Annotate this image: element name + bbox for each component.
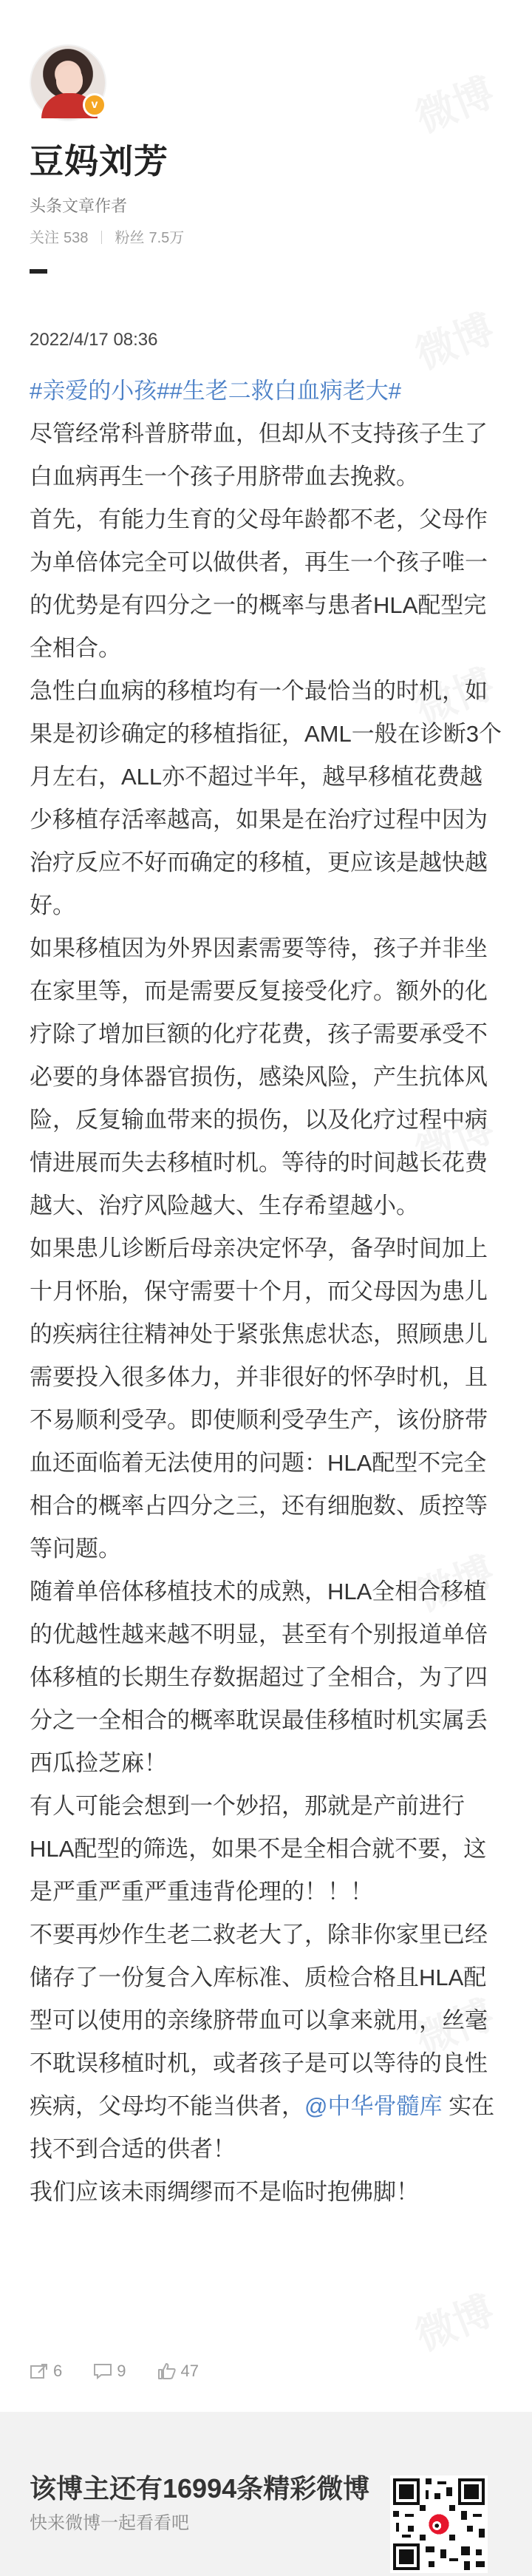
avatar[interactable] (30, 44, 106, 121)
following-label: 关注 (30, 230, 59, 246)
like-count: 47 (180, 2362, 199, 2380)
mention-link[interactable]: @中华骨髓库 (304, 2093, 443, 2119)
paragraph: 有人可能会想到一个妙招，那就是产前进行HLA配型的筛选，如果不是全相合就不要，这是严重严重严重违背伦理的！！！ (30, 1793, 487, 1905)
paragraph-text: 实在找不到合适的供者！ (30, 2093, 495, 2162)
like-button[interactable] (157, 2362, 199, 2381)
post-actions (30, 2359, 230, 2384)
avatar-face (56, 65, 83, 95)
paragraph: 如果移植因为外界因素需要等待，孩子并非坐在家里等，而是需要反复接受化疗。额外的化疗除了增加巨额的化疗花费，孩子需要承受不必要的身体器官损伤，感染风险，产生抗体风险，反复输血带来的损伤，以及化疗过程中病情进展而失去移植时机。等待的时间越长花费越大、治疗风险越大、生存希望越小。 (30, 935, 488, 1218)
app-promo-banner[interactable] (0, 2412, 532, 2576)
following-count: 538 (64, 230, 89, 246)
author-role: 头条文章作者 (30, 197, 128, 215)
comment-count: 9 (117, 2362, 126, 2380)
comment-button[interactable] (93, 2362, 126, 2381)
post-date: 2022/4/17 08:36 (30, 330, 158, 350)
paragraph: 如果患儿诊断后母亲决定怀孕，备孕时间加上十月怀胎，保守需要十个月，而父母因为患儿的疾病往往精神处于紧张焦虑状态，照顾患儿需要投入很多体力，并非很好的怀孕时机，且不易顺利受孕。即使顺利受孕生产，该份脐带血还面临着无法使用的问题：HLA配型不完全相合的概率占四分之三，还有细胞数、质控等等问题。 (30, 1236, 488, 1562)
repost-icon (30, 2362, 49, 2380)
repost-count: 6 (53, 2362, 63, 2380)
paragraph: 随着单倍体移植技术的成熟，HLA全相合移植的优越性越来越不明显，甚至有个别报道单倍体移植的长期生存数据超过了全相合，为了四分之一全相合的概率耽误最佳移植时机实属丢西瓜捡芝麻！ (30, 1579, 488, 1776)
author-profile (30, 44, 502, 274)
promo-subtitle: 快来微博一起看看吧 (30, 2513, 189, 2533)
paragraph (30, 1914, 502, 2171)
author-stats (30, 226, 502, 247)
comment-icon (93, 2362, 112, 2380)
stats-divider (101, 231, 102, 244)
verified-badge-icon: v (83, 93, 106, 117)
section-divider (30, 269, 47, 274)
paragraph: 首先，有能力生育的父母年龄都不老，父母作为单倍体完全可以做供者，再生一个孩子唯一的优势是有四分之一的概率与患者HLA配型完全相合。 (30, 506, 488, 661)
paragraph-text: 不要再炒作生老二救老大了，除非你家里已经储存了一份复合入库标准、质检合格且HLA配型可以使用的亲缘脐带血可以拿来就用，丝毫不耽误移植时机，或者孩子是可以等待的良性疾病，父母均不能当供者， (30, 1922, 488, 2119)
followers-label: 粉丝 (115, 230, 145, 246)
qr-code (390, 2475, 488, 2573)
followers-count: 7.5万 (149, 230, 185, 246)
hashtag-link[interactable]: #亲爱的小孩##生老二救白血病老大# (30, 378, 401, 404)
thumb-up-icon (157, 2362, 177, 2380)
paragraph: 急性白血病的移植均有一个最恰当的时机，如果是初诊确定的移植指征，AML一般在诊断3个月左右，ALL亦不超过半年，越早移植花费越少移植存活率越高，如果是在治疗过程中因为治疗反应不好而确定的移植，更应该是越快越好。 (30, 678, 502, 918)
paragraph: 尽管经常科普脐带血，但却从不支持孩子生了白血病再生一个孩子用脐带血去挽救。 (30, 421, 488, 489)
author-name[interactable]: 豆妈刘芳 (30, 142, 168, 180)
promo-title: 该博主还有16994条精彩微博 (30, 2473, 370, 2504)
post-body (30, 370, 502, 2214)
repost-button[interactable] (30, 2362, 62, 2381)
paragraph: 我们应该未雨绸缪而不是临时抱佛脚！ (30, 2179, 419, 2205)
